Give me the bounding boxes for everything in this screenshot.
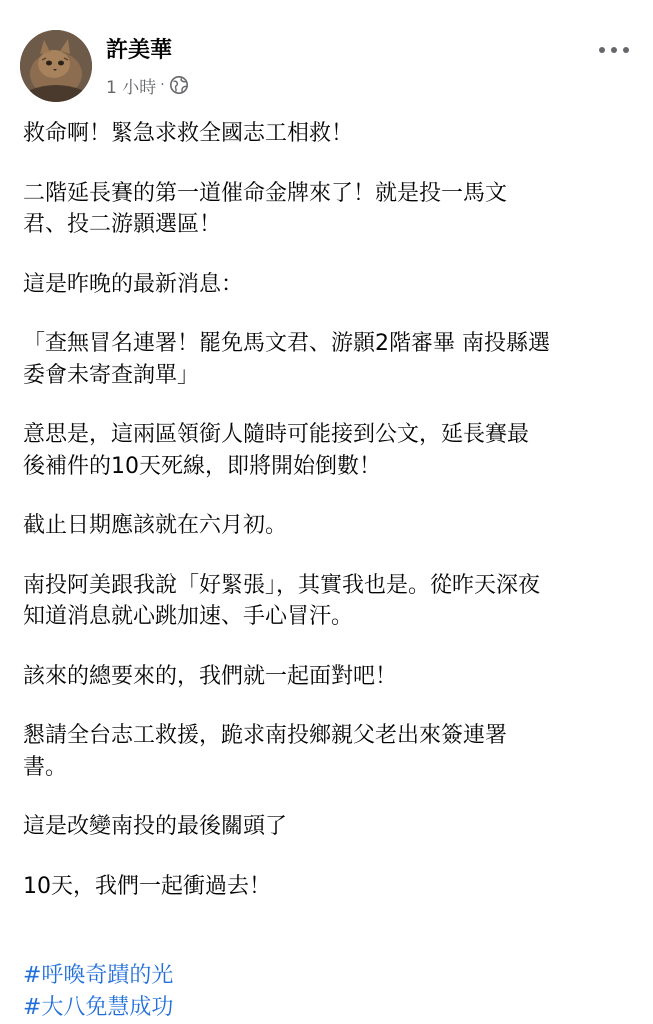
post-meta: [106, 74, 189, 96]
post-line: 君、投二游顥選區！: [23, 212, 222, 237]
post-line: 二階延長賽的第一道催命金牌來了！就是投一馬文: [23, 180, 508, 206]
post-timestamp[interactable]: 1 小時: [106, 77, 157, 98]
meta-separator: ·: [160, 77, 165, 93]
more-options-icon: [598, 46, 630, 54]
post-line: 委會未寄查詢單」: [23, 362, 200, 388]
hashtag-list: [23, 960, 173, 1023]
post-paragraph: [23, 811, 638, 843]
post-paragraph: [23, 871, 638, 903]
post-line: 這是昨晚的最新消息：: [23, 271, 244, 297]
post-paragraph: [23, 720, 638, 783]
post-line: 意思是，這兩區領銜人隨時可能接到公文，延長賽最: [23, 422, 530, 447]
post-line: 懇請全台志工救援，跪求南投鄉親父老出來簽連署: [23, 723, 508, 748]
post-paragraph: [23, 178, 638, 241]
post-paragraph: [23, 328, 638, 391]
post-line: 該來的總要來的，我們就一起面對吧！: [23, 663, 398, 689]
hashtag-link[interactable]: #大八免慧成功: [23, 994, 174, 1020]
post-paragraph: [23, 269, 638, 301]
post-line: 10天，我們一起衝過去！: [23, 873, 271, 899]
post-line: 截止日期應該就在六月初。: [23, 513, 288, 538]
post-paragraph: [23, 661, 638, 693]
post-line: 這是改變南投的最後關頭了: [23, 814, 288, 839]
post-line: 後補件的10天死線，即將開始倒數！: [23, 453, 381, 479]
post-line: 南投阿美跟我說「好緊張」，其實我也是。從昨天深夜: [23, 572, 541, 598]
author-name[interactable]: 許美華: [106, 38, 173, 63]
hashtag-link[interactable]: #呼喚奇蹟的光: [23, 963, 174, 988]
globe-icon: [169, 75, 189, 95]
post-line: 救命啊！緊急求救全國志工相救！: [23, 121, 354, 146]
post-paragraph: [23, 419, 638, 482]
post-line: 「查無冒名連署！罷免馬文君、游顥2階審畢 南投縣選: [23, 331, 550, 356]
post-body: [23, 118, 638, 930]
post-paragraph: [23, 118, 638, 150]
post-line: 書。: [23, 754, 68, 780]
post-paragraph: [23, 510, 638, 542]
post-paragraph: [23, 570, 638, 633]
author-avatar[interactable]: [20, 30, 92, 102]
more-options-button[interactable]: [596, 38, 632, 62]
post-line: 知道消息就心跳加速、手心冒汗。: [23, 604, 354, 629]
